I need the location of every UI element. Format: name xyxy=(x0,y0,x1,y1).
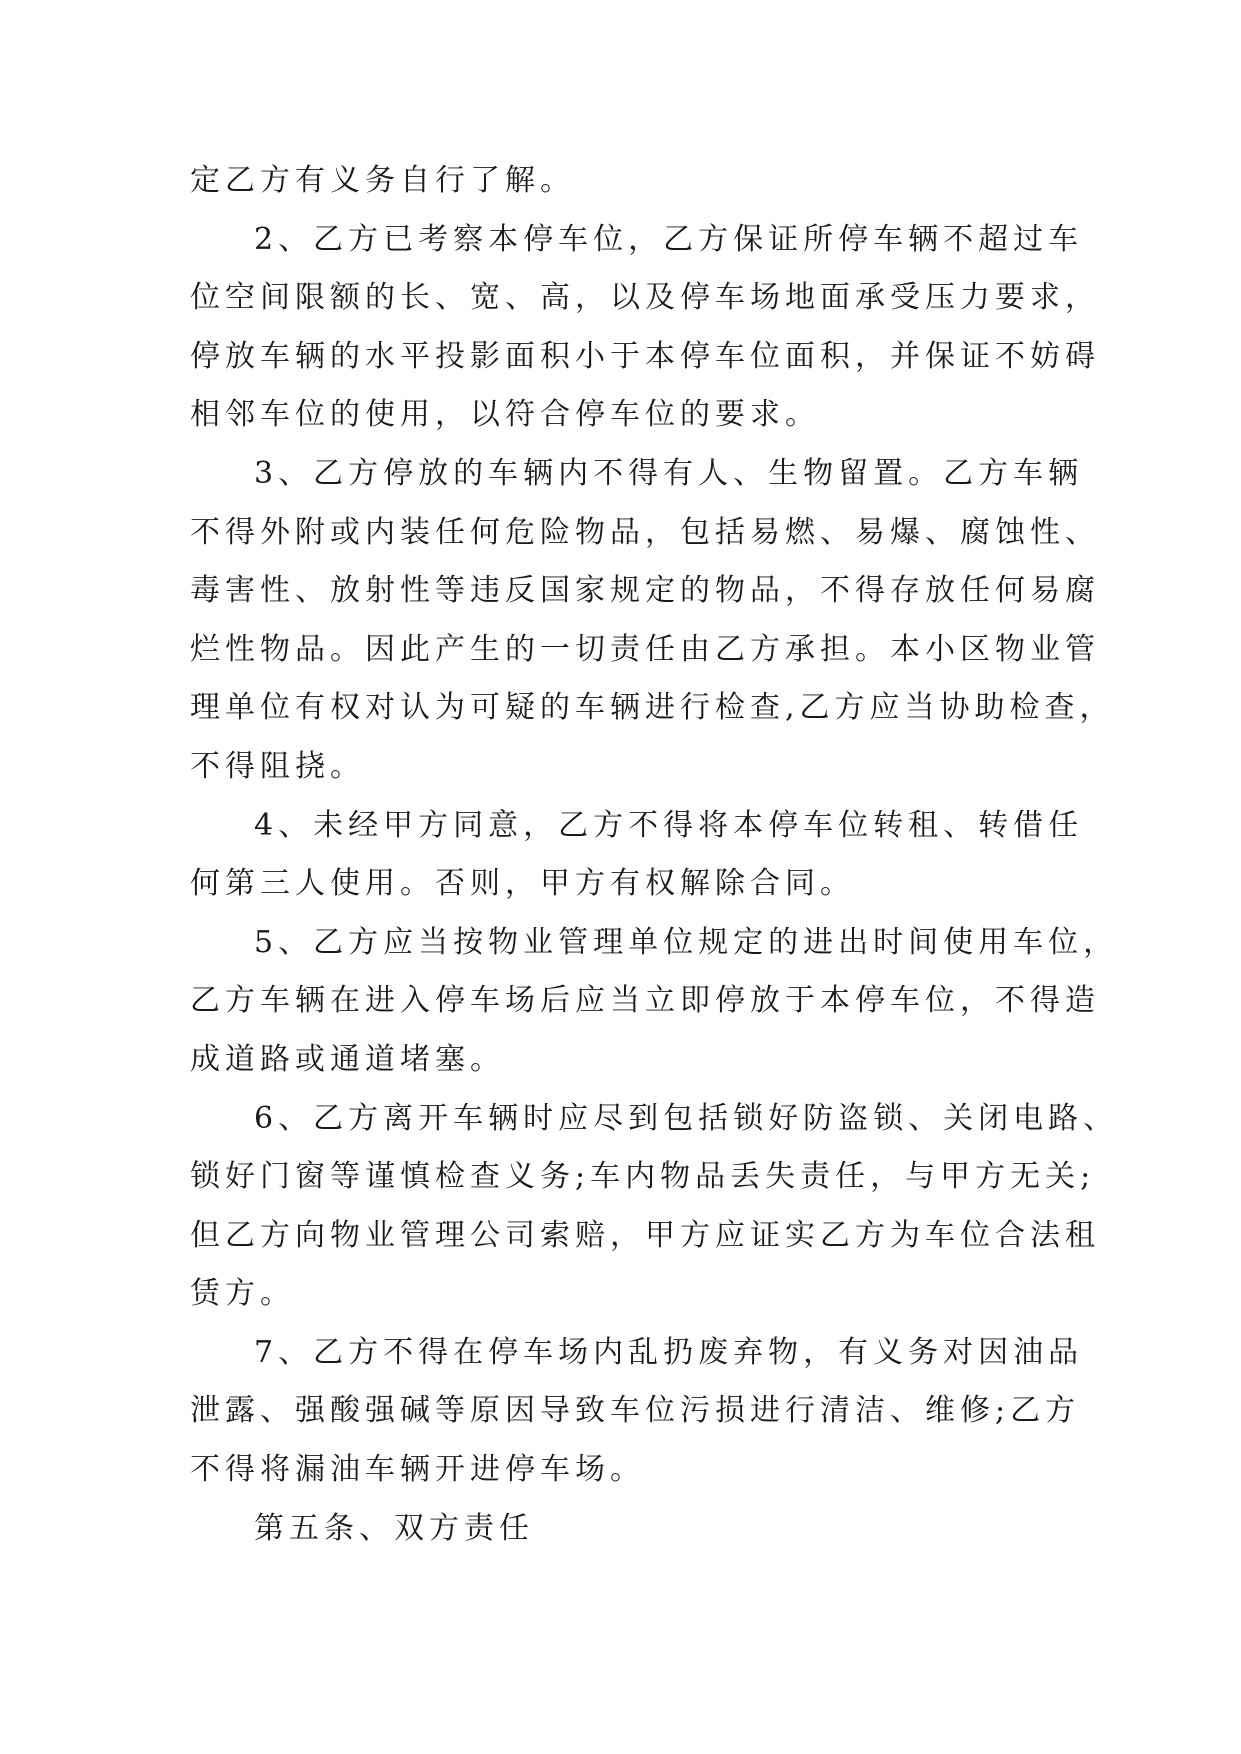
paragraph-first-line: 7、乙方不得在停车场内乱扔废弃物，有义务对因油品 xyxy=(254,1334,1084,1370)
paragraph-line: 停放车辆的水平投影面积小于本停车位面积，并保证不妨碍 xyxy=(190,338,1100,374)
paragraph-line: 赁方。 xyxy=(190,1276,295,1312)
paragraph-first-line: 5、乙方应当按物业管理单位规定的进出时间使用车位， xyxy=(254,924,1119,960)
paragraph-line: 但乙方向物业管理公司索赔，甲方应证实乙方为车位合法租 xyxy=(190,1217,1100,1253)
document-body xyxy=(190,152,1119,1558)
paragraph-line: 泄露、强酸强碱等原因导致车位污损进行清洁、维修;乙方 xyxy=(190,1393,1081,1429)
paragraph-line: 毒害性、放射性等违反国家规定的物品，不得存放任何易腐 xyxy=(190,573,1100,609)
paragraph-line: 位空间限额的长、宽、高，以及停车场地面承受压力要求， xyxy=(190,280,1100,316)
paragraph-first-line: 3、乙方停放的车辆内不得有人、生物留置。乙方车辆 xyxy=(254,455,1084,491)
paragraph-line: 不得阻挠。 xyxy=(190,748,365,784)
paragraph-line: 成道路或通道堵塞。 xyxy=(190,1041,505,1077)
paragraph-line: 理单位有权对认为可疑的车辆进行检查,乙方应当协助检查， xyxy=(190,690,1115,726)
paragraph-first-line: 第五条、双方责任 xyxy=(254,1510,534,1546)
paragraph-line: 不得外附或内装任何危险物品，包括易燃、易爆、腐蚀性、 xyxy=(190,514,1100,550)
paragraph-first-line: 4、未经甲方同意，乙方不得将本停车位转租、转借任 xyxy=(254,807,1084,843)
paragraph-first-line: 6、乙方离开车辆时应尽到包括锁好防盗锁、关闭电路、 xyxy=(254,1100,1119,1136)
paragraph-line: 锁好门窗等谨慎检查义务;车内物品丢失责任，与甲方无关; xyxy=(190,1159,1096,1195)
paragraph-first-line: 2、乙方已考察本停车位，乙方保证所停车辆不超过车 xyxy=(254,221,1084,257)
paragraph-line: 乙方车辆在进入停车场后应当立即停放于本停车位，不得造 xyxy=(190,983,1100,1019)
paragraph-line: 何第三人使用。否则，甲方有权解除合同。 xyxy=(190,866,855,902)
paragraph-line: 不得将漏油车辆开进停车场。 xyxy=(190,1452,645,1488)
paragraph-line: 定乙方有义务自行了解。 xyxy=(190,163,575,198)
paragraph-line: 相邻车位的使用，以符合停车位的要求。 xyxy=(190,397,820,433)
paragraph-line: 烂性物品。因此产生的一切责任由乙方承担。本小区物业管 xyxy=(190,631,1100,667)
